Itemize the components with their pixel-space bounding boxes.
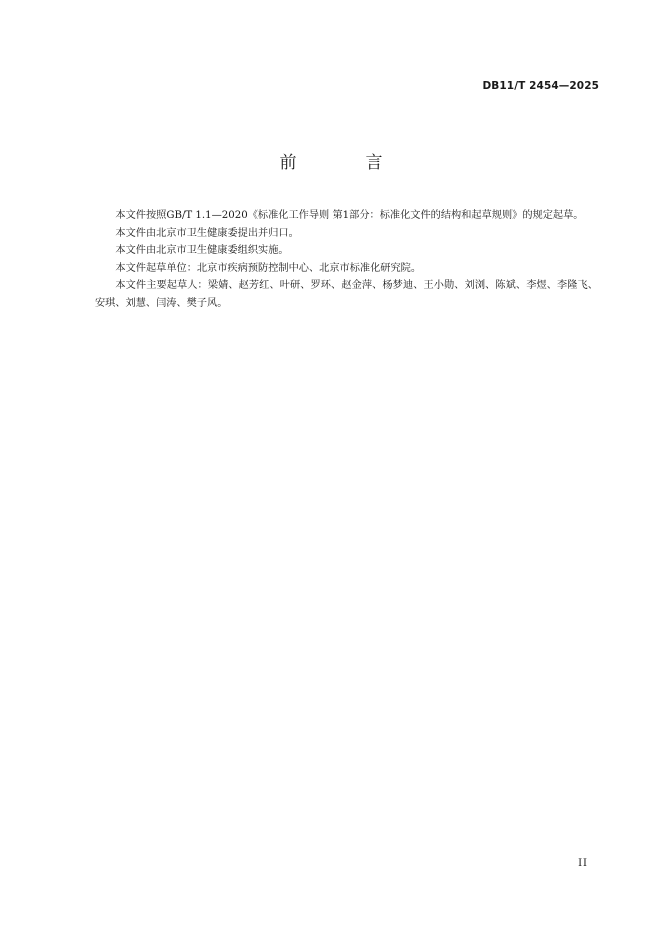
foreword-body xyxy=(95,207,598,312)
paragraph-drafting-units: 本文件起草单位：北京市疾病预防控制中心、北京市标准化研究院。 xyxy=(115,262,422,274)
paragraph-proposer: 本文件由北京市卫生健康委提出并归口。 xyxy=(115,227,299,239)
page-number: II xyxy=(578,858,588,869)
document-code: DB11/T 2454—2025 xyxy=(482,80,599,92)
page-title: 前 言 xyxy=(279,153,409,173)
paragraph-drafters: 本文件主要起草人：梁婧、赵芳红、叶研、罗环、赵金萍、杨梦迪、王小勋、刘浏、陈斌、李煜、李隆飞、安琪、刘慧、闫涛、樊子风。 xyxy=(95,280,598,309)
paragraph-drafting-rules: 本文件按照GB/T 1.1—2020《标准化工作导则 第1部分：标准化文件的结构和起草规则》的规定起草。 xyxy=(115,210,584,221)
paragraph-implementer: 本文件由北京市卫生健康委组织实施。 xyxy=(115,245,289,256)
